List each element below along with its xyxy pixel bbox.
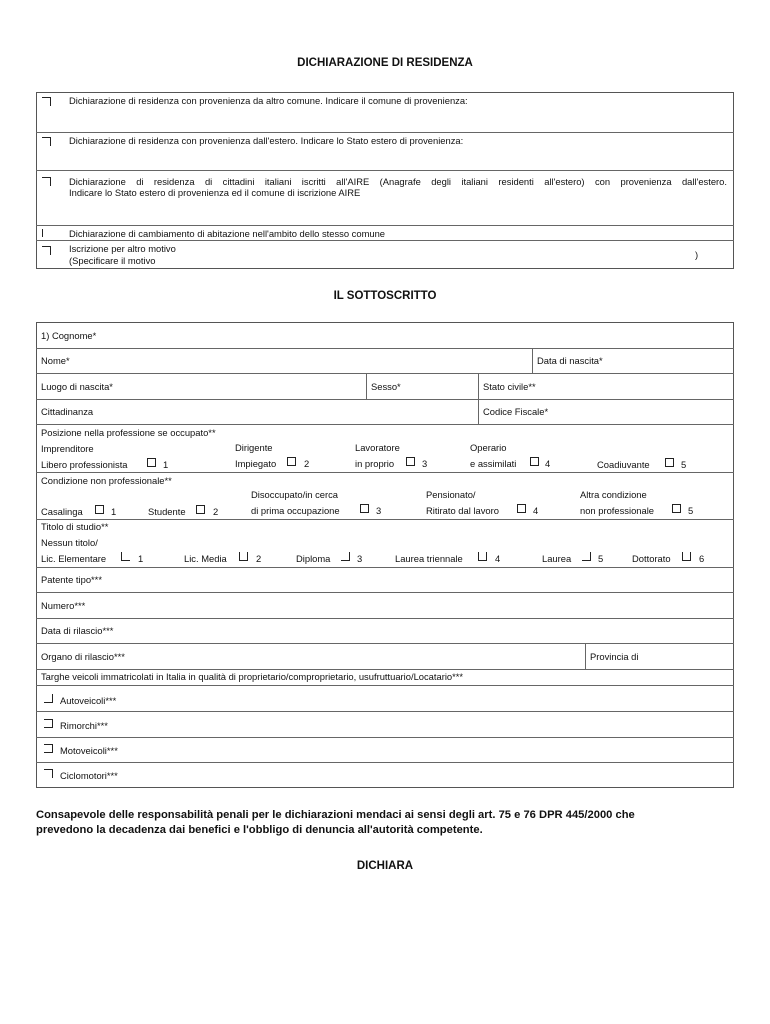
libero-label: Libero professionista bbox=[41, 459, 128, 470]
row-divider bbox=[36, 643, 734, 644]
option-number: 4 bbox=[495, 553, 501, 564]
luogo-nascita-label: Luogo di nascita* bbox=[41, 381, 113, 392]
col-divider bbox=[532, 348, 533, 373]
divider bbox=[36, 240, 734, 241]
divider bbox=[36, 132, 734, 133]
codice-fiscale-label: Codice Fiscale* bbox=[483, 406, 549, 417]
casalinga-label: Casalinga bbox=[41, 506, 83, 517]
altra-condizione-label-1: Altra condizione bbox=[580, 489, 647, 500]
row-divider bbox=[36, 592, 734, 593]
option-number: 3 bbox=[422, 458, 428, 469]
motoveicoli-label: Motoveicoli*** bbox=[60, 745, 118, 756]
titolo-checkbox-6[interactable] bbox=[682, 552, 691, 561]
provincia-label: Provincia di bbox=[590, 651, 639, 662]
condizione-checkbox-1[interactable] bbox=[95, 505, 104, 514]
closing-paren: ) bbox=[695, 249, 699, 260]
option-number: 3 bbox=[357, 553, 363, 564]
residenza-option-3-line2: Indicare lo Stato estero di provenienza ed il comune di iscrizione AIRE bbox=[69, 187, 361, 198]
data-rilascio-label: Data di rilascio*** bbox=[41, 625, 114, 636]
imprenditore-label: Imprenditore bbox=[41, 443, 94, 454]
option-number: 1 bbox=[138, 553, 144, 564]
elementare-label: Lic. Elementare bbox=[41, 553, 107, 564]
col-divider bbox=[366, 373, 367, 399]
autoveicoli-checkbox[interactable] bbox=[44, 694, 53, 703]
posizione-header: Posizione nella professione se occupato** bbox=[41, 427, 216, 438]
autoveicoli-label: Autoveicoli*** bbox=[60, 695, 117, 706]
condizione-header: Condizione non professionale** bbox=[41, 475, 172, 486]
altra-condizione-label-2: non professionale bbox=[580, 505, 655, 516]
nome-label: Nome* bbox=[41, 355, 70, 366]
condizione-checkbox-5[interactable] bbox=[672, 504, 681, 513]
posizione-checkbox-5[interactable] bbox=[665, 458, 674, 467]
divider bbox=[36, 225, 734, 226]
pensionato-label-2: Ritirato dal lavoro bbox=[426, 505, 499, 516]
row-divider bbox=[36, 519, 734, 520]
option-number: 5 bbox=[681, 459, 687, 470]
residenza-checkbox-4[interactable] bbox=[42, 229, 43, 237]
residenza-option-4: Dichiarazione di cambiamento di abitazione nell'ambito dello stesso comune bbox=[69, 228, 386, 239]
row-divider bbox=[36, 424, 734, 425]
operario-label: Operario bbox=[470, 442, 507, 453]
row-divider bbox=[36, 472, 734, 473]
data-nascita-label: Data di nascita* bbox=[537, 355, 603, 366]
option-number: 5 bbox=[598, 553, 604, 564]
option-number: 4 bbox=[533, 505, 539, 516]
nessun-titolo-label: Nessun titolo/ bbox=[41, 537, 98, 548]
titolo-checkbox-5[interactable] bbox=[582, 552, 591, 561]
ciclomotori-label: Ciclomotori*** bbox=[60, 770, 118, 781]
in-proprio-label: in proprio bbox=[355, 458, 395, 469]
posizione-checkbox-3[interactable] bbox=[406, 457, 415, 466]
row-divider bbox=[36, 348, 734, 349]
section-title-sottoscritto: IL SOTTOSCRITTO bbox=[333, 290, 437, 302]
organo-rilascio-label: Organo di rilascio*** bbox=[41, 651, 125, 662]
option-number: 3 bbox=[376, 505, 382, 516]
lavoratore-label: Lavoratore bbox=[355, 442, 400, 453]
residenza-checkbox-1[interactable] bbox=[42, 97, 51, 106]
rimorchi-checkbox[interactable] bbox=[44, 719, 53, 728]
residenza-option-2: Dichiarazione di residenza con provenienza dall'estero. Indicare lo Stato estero di provenienza: bbox=[69, 135, 464, 146]
option-number: 2 bbox=[256, 553, 262, 564]
numero-label: Numero*** bbox=[41, 600, 86, 611]
condizione-checkbox-2[interactable] bbox=[196, 505, 205, 514]
row-divider bbox=[36, 669, 734, 670]
option-number: 1 bbox=[111, 506, 117, 517]
impiegato-label: Impiegato bbox=[235, 458, 277, 469]
posizione-checkbox-1[interactable] bbox=[147, 458, 156, 467]
residenza-checkbox-3[interactable] bbox=[42, 177, 51, 186]
condizione-checkbox-3[interactable] bbox=[360, 504, 369, 513]
titolo-checkbox-3[interactable] bbox=[341, 552, 350, 561]
col-divider bbox=[585, 643, 586, 669]
media-label: Lic. Media bbox=[184, 553, 227, 564]
cognome-label: 1) Cognome* bbox=[41, 330, 97, 341]
condizione-checkbox-4[interactable] bbox=[517, 504, 526, 513]
option-number: 2 bbox=[213, 506, 219, 517]
residenza-option-3-line1: Dichiarazione di residenza di cittadini italiani iscritti all'AIRE (Anagrafe degli italiani residenti all'estero) con provenienza dall'estero. bbox=[69, 176, 727, 187]
consapevole-line-2: prevedono la decadenza dai benefici e l'obbligo di denuncia all'autorità competente. bbox=[36, 824, 483, 836]
consapevole-line-1: Consapevole delle responsabilità penali per le dichiarazioni mendaci ai sensi degli art. 75 e 76 DPR 445/2000 che bbox=[36, 809, 635, 821]
option-number: 6 bbox=[699, 553, 705, 564]
row-divider bbox=[36, 618, 734, 619]
dichiara-heading: DICHIARA bbox=[356, 860, 414, 872]
residenza-checkbox-2[interactable] bbox=[42, 137, 51, 146]
patente-tipo-label: Patente tipo*** bbox=[41, 574, 102, 585]
posizione-checkbox-4[interactable] bbox=[530, 457, 539, 466]
residenza-option-5-line1: Iscrizione per altro motivo bbox=[69, 243, 176, 254]
pensionato-label-1: Pensionato/ bbox=[426, 489, 476, 500]
assimilati-label: e assimilati bbox=[470, 458, 517, 469]
row-divider bbox=[36, 737, 734, 738]
dirigente-label: Dirigente bbox=[235, 442, 273, 453]
ciclomotori-checkbox[interactable] bbox=[44, 769, 53, 778]
row-divider bbox=[36, 711, 734, 712]
sesso-label: Sesso* bbox=[371, 381, 401, 392]
option-number: 4 bbox=[545, 458, 551, 469]
studente-label: Studente bbox=[148, 506, 186, 517]
option-number: 2 bbox=[304, 458, 310, 469]
titolo-checkbox-4[interactable] bbox=[478, 552, 487, 561]
row-divider bbox=[36, 373, 734, 374]
page-title: DICHIARAZIONE DI RESIDENZA bbox=[297, 57, 473, 69]
row-divider bbox=[36, 399, 734, 400]
disoccupato-label-2: di prima occupazione bbox=[251, 505, 340, 516]
titolo-checkbox-2[interactable] bbox=[239, 552, 248, 561]
row-divider bbox=[36, 685, 734, 686]
residenza-checkbox-5[interactable] bbox=[42, 246, 51, 255]
coadiuvante-label: Coadiuvante bbox=[597, 459, 650, 470]
disoccupato-label-1: Disoccupato/in cerca bbox=[251, 489, 339, 500]
stato-civile-label: Stato civile** bbox=[483, 381, 536, 392]
diploma-label: Diploma bbox=[296, 553, 331, 564]
row-divider bbox=[36, 567, 734, 568]
posizione-checkbox-2[interactable] bbox=[287, 457, 296, 466]
targhe-header: Targhe veicoli immatricolati in Italia in qualità di proprietario/comproprietario, usufruttuario/Locatario*** bbox=[41, 671, 464, 682]
laurea-label: Laurea bbox=[542, 553, 572, 564]
titolo-header: Titolo di studio** bbox=[41, 521, 109, 532]
row-divider bbox=[36, 762, 734, 763]
laurea-triennale-label: Laurea triennale bbox=[395, 553, 463, 564]
cittadinanza-label: Cittadinanza bbox=[41, 406, 94, 417]
option-number: 1 bbox=[163, 459, 169, 470]
residenza-option-1: Dichiarazione di residenza con provenienza da altro comune. Indicare il comune di provenienza: bbox=[69, 95, 468, 106]
residenza-option-5-line2: (Specificare il motivo bbox=[69, 255, 156, 266]
option-number: 5 bbox=[688, 505, 694, 516]
rimorchi-label: Rimorchi*** bbox=[60, 720, 108, 731]
motoveicoli-checkbox[interactable] bbox=[44, 744, 53, 753]
divider bbox=[36, 170, 734, 171]
titolo-checkbox-1[interactable] bbox=[121, 552, 130, 561]
dottorato-label: Dottorato bbox=[632, 553, 671, 564]
col-divider bbox=[478, 373, 479, 424]
